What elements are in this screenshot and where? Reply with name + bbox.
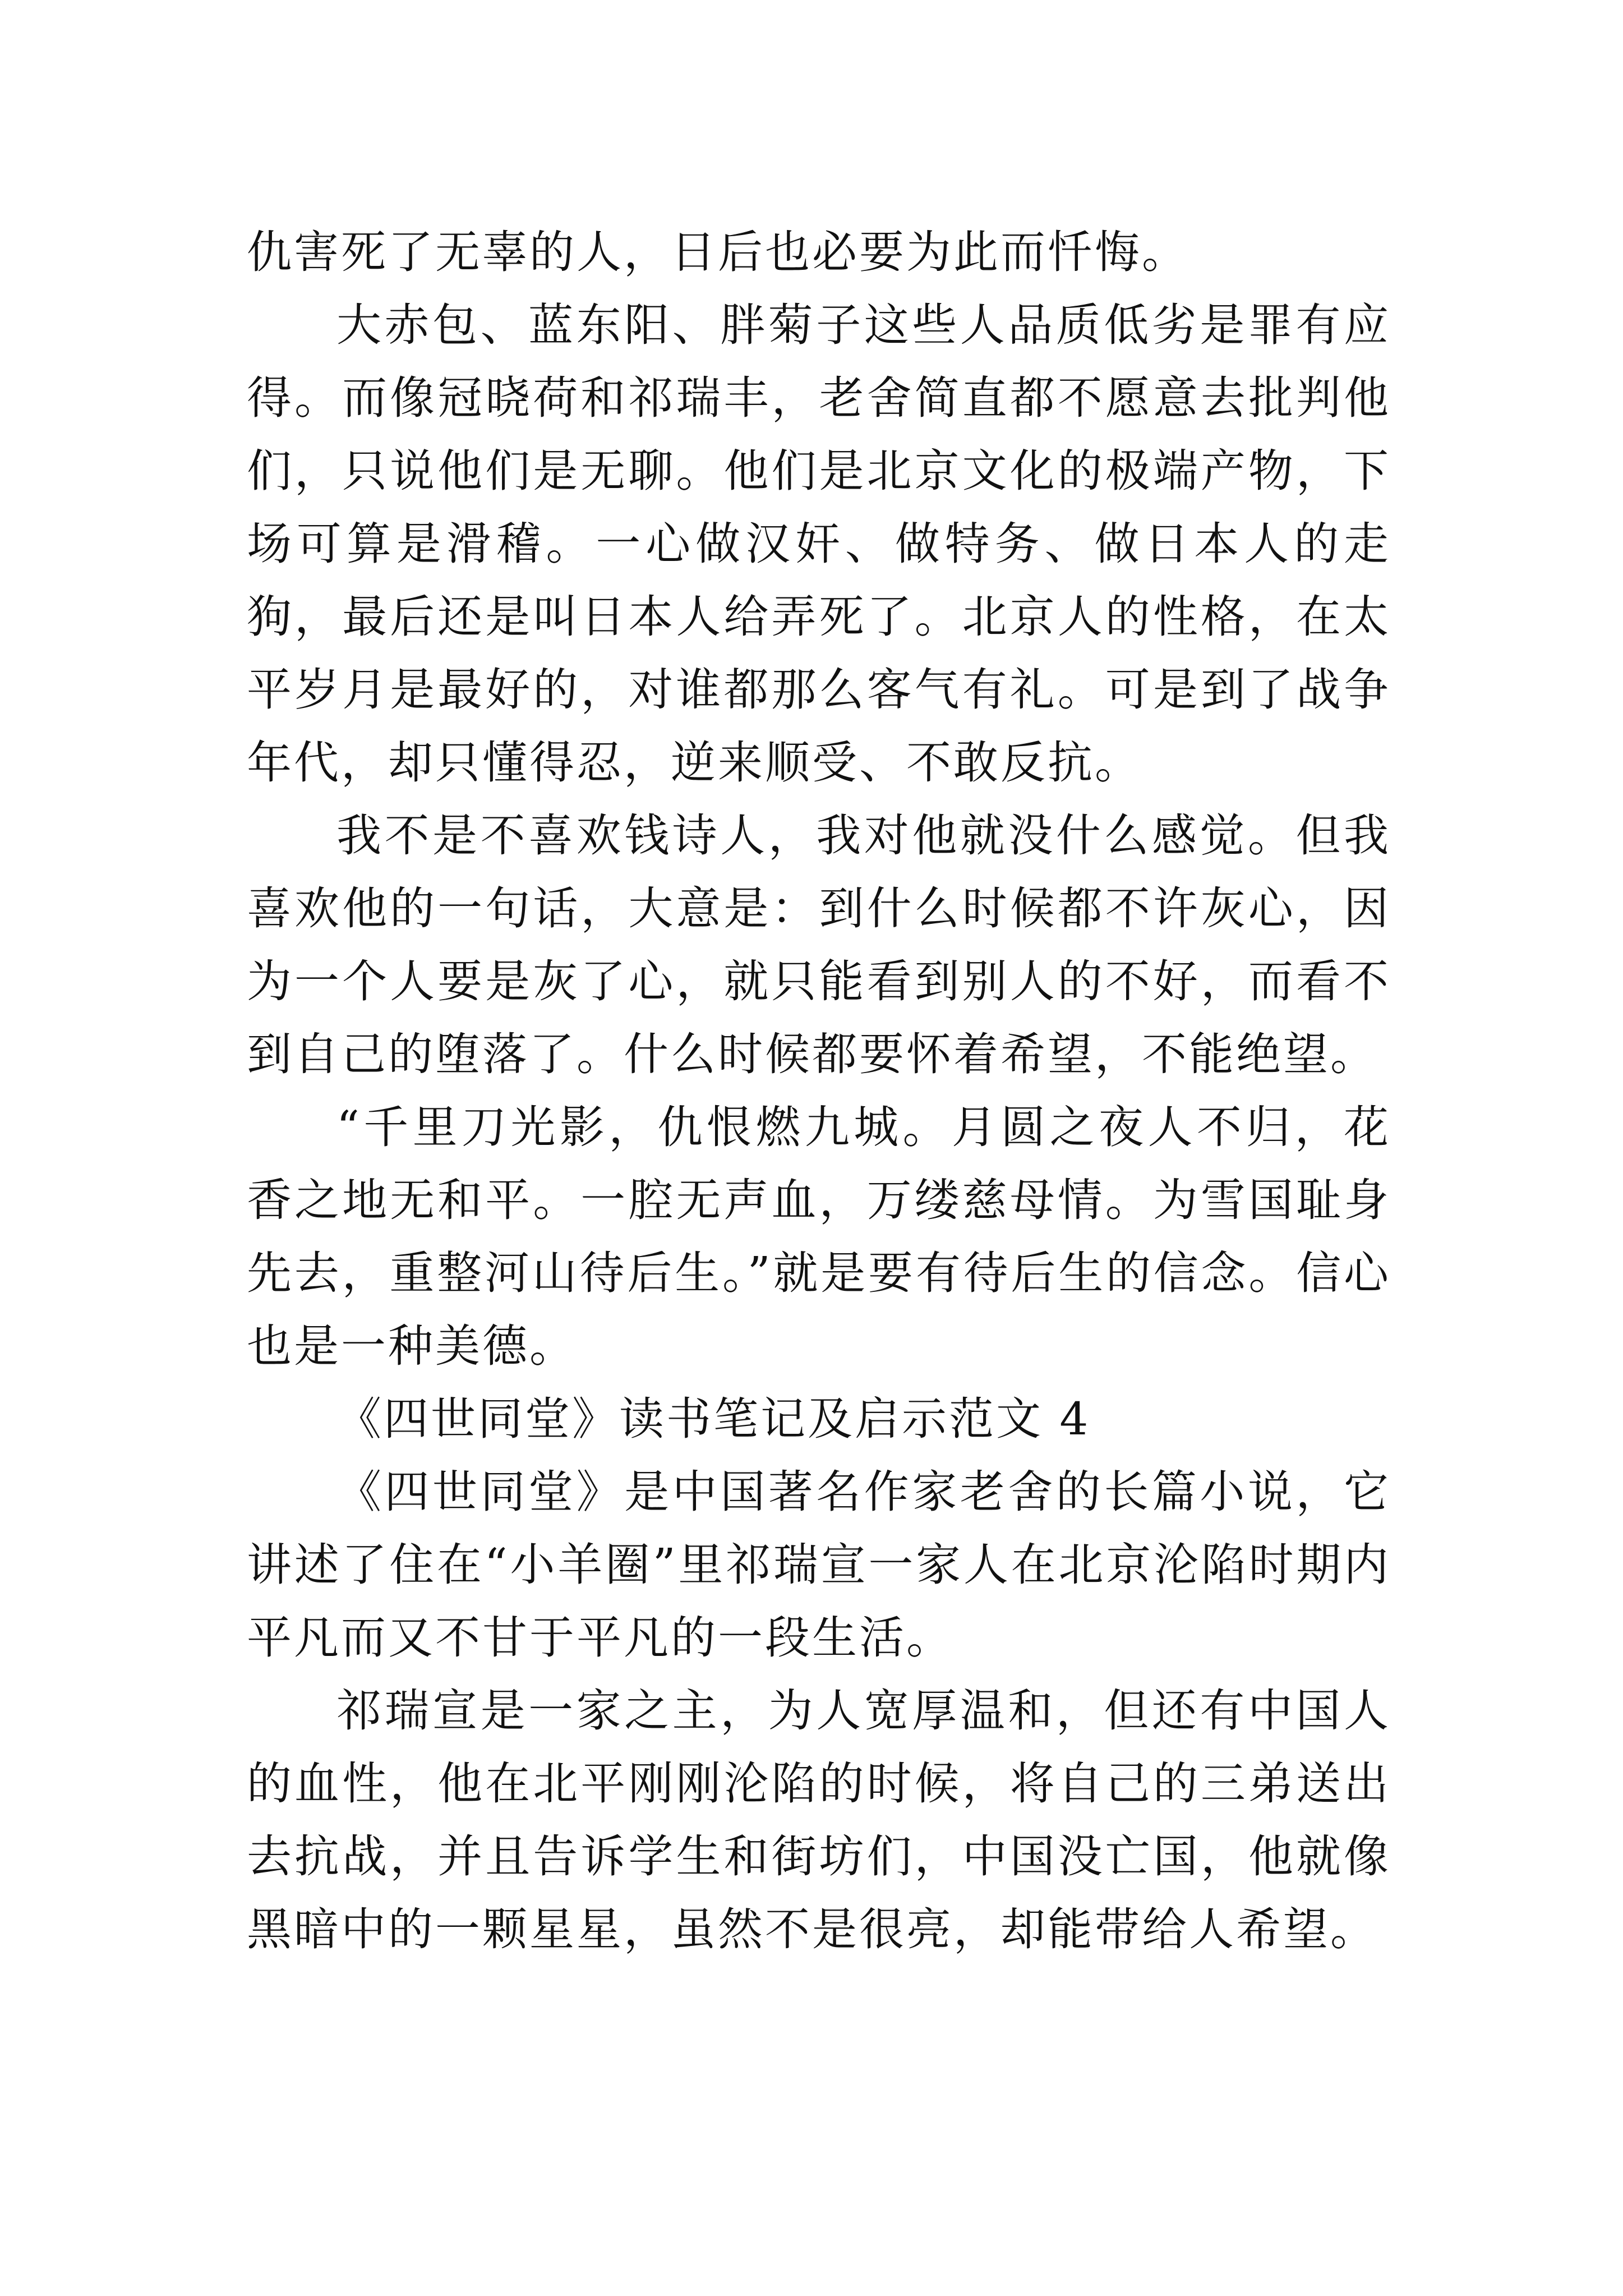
- paragraph-poet-quote: 我不是不喜欢钱诗人，我对他就没什么感觉。但我喜欢他的一句话，大意是：到什么时候都不许灰心，因为一个人要是灰了心，就只能看到别人的不好，而看不到自己的堕落了。什么时候都要怀着希望，不能绝望。: [247, 809, 1391, 1080]
- paragraph-qi-ruixuan: 祁瑞宣是一家之主，为人宽厚温和，但还有中国人的血性，他在北平刚刚沦陷的时候，将自己的三弟送出去抗战，并且告诉学生和街坊们，中国没亡国，他就像黑暗中的一颗星星，虽然不是很亮，却能带给人希望。: [247, 1685, 1391, 1955]
- paragraph-novel-intro: 《四世同堂》是中国著名作家老舍的长篇小说，它讲述了住在“小羊圈”里祁瑞宣一家人在北京沦陷时期内平凡而又不甘于平凡的一段生活。: [247, 1466, 1391, 1664]
- section-heading: 《四世同堂》读书笔记及启示范文 4: [336, 1393, 1091, 1445]
- paragraph-continuation: 仇害死了无辜的人，日后也必要为此而忏悔。: [247, 226, 1189, 278]
- document-body: [247, 216, 1391, 1966]
- paragraph-characters-judgment: 大赤包、蓝东阳、胖菊子这些人品质低劣是罪有应得。而像冠晓荷和祁瑞丰，老舍简直都不愿意去批判他们，只说他们是无聊。他们是北京文化的极端产物，下场可算是滑稽。一心做汉奸、做特务、做日本人的走狗，最后还是叫日本人给弄死了。北京人的性格，在太平岁月是最好的，对谁都那么客气有礼。可是到了战争年代，却只懂得忍，逆来顺受、不敢反抗。: [247, 299, 1391, 789]
- paragraph-poem: “千里刀光影，仇恨燃九城。月圆之夜人不归，花香之地无和平。一腔无声血，万缕慈母情。为雪国耻身先去，重整河山待后生。”就是要有待后生的信念。信心也是一种美德。: [247, 1101, 1391, 1372]
